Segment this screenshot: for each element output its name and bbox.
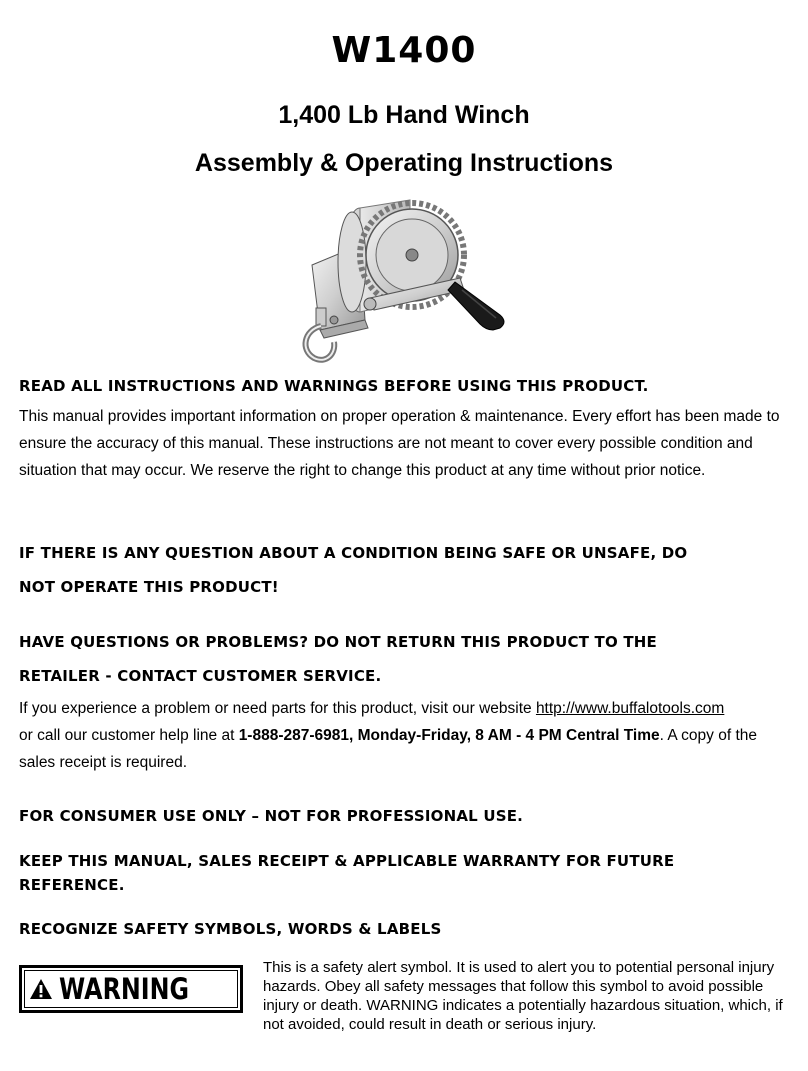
contact-line-3: sales receipt is required.	[19, 754, 187, 771]
recognize-symbols-heading: RECOGNIZE SAFETY SYMBOLS, WORDS & LABELS	[19, 920, 442, 938]
model-number: W1400	[331, 30, 477, 71]
safety-question-heading-line2: NOT OPERATE THIS PRODUCT!	[19, 578, 279, 596]
safety-question-heading-line1: IF THERE IS ANY QUESTION ABOUT A CONDITION BEING SAFE OR UNSAFE, DO	[19, 544, 688, 562]
safety-alert-icon	[29, 978, 53, 1000]
document-title: Assembly & Operating Instructions	[194, 149, 614, 177]
contact-call-text: or call our customer help line at	[19, 727, 239, 744]
contact-line-1	[19, 695, 794, 722]
consumer-use-heading: FOR CONSUMER USE ONLY – NOT FOR PROFESSIONAL USE.	[19, 807, 524, 825]
warning-word: WARNING	[58, 972, 189, 1006]
contact-intro-text: If you experience a problem or need parts for this product, visit our website	[19, 700, 536, 717]
questions-heading-line2: RETAILER - CONTACT CUSTOMER SERVICE.	[19, 667, 382, 685]
warning-label-inner	[24, 970, 238, 1008]
keep-manual-heading-line1: KEEP THIS MANUAL, SALES RECEIPT & APPLICABLE WARRANTY FOR FUTURE	[19, 852, 675, 870]
product-name: 1,400 Lb Hand Winch	[278, 101, 530, 129]
contact-line-2	[19, 722, 794, 749]
read-all-heading: READ ALL INSTRUCTIONS AND WARNINGS BEFORE USING THIS PRODUCT.	[19, 377, 649, 395]
warning-label	[19, 965, 243, 1013]
website-link[interactable]: http://www.buffalotools.com	[535, 700, 725, 717]
keep-manual-heading-line2: REFERENCE.	[19, 876, 125, 894]
contact-copy-text: . A copy of the	[659, 727, 757, 744]
warning-description: This is a safety alert symbol. It is used to alert you to potential personal injury hazards. Obey all safety messages that follow this symbol to avoid possible injury or death. WARNING indicates a potentially hazardous situation, which, if not avoided, could result in death or serious injury.	[263, 959, 783, 1033]
questions-heading-line1: HAVE QUESTIONS OR PROBLEMS? DO NOT RETURN THIS PRODUCT TO THE	[19, 633, 657, 651]
phone-and-hours: 1-888-287-6981, Monday-Friday, 8 AM - 4 PM Central Time	[238, 727, 660, 744]
intro-paragraph: This manual provides important information on proper operation & maintenance. Every effort has been made to ensure the accuracy of this manual. These instructions are not meant to cover every possible condition and situation that may occur. We reserve the right to change this product at any time without prior notice.	[19, 408, 780, 479]
hand-winch-illustration	[290, 190, 520, 365]
